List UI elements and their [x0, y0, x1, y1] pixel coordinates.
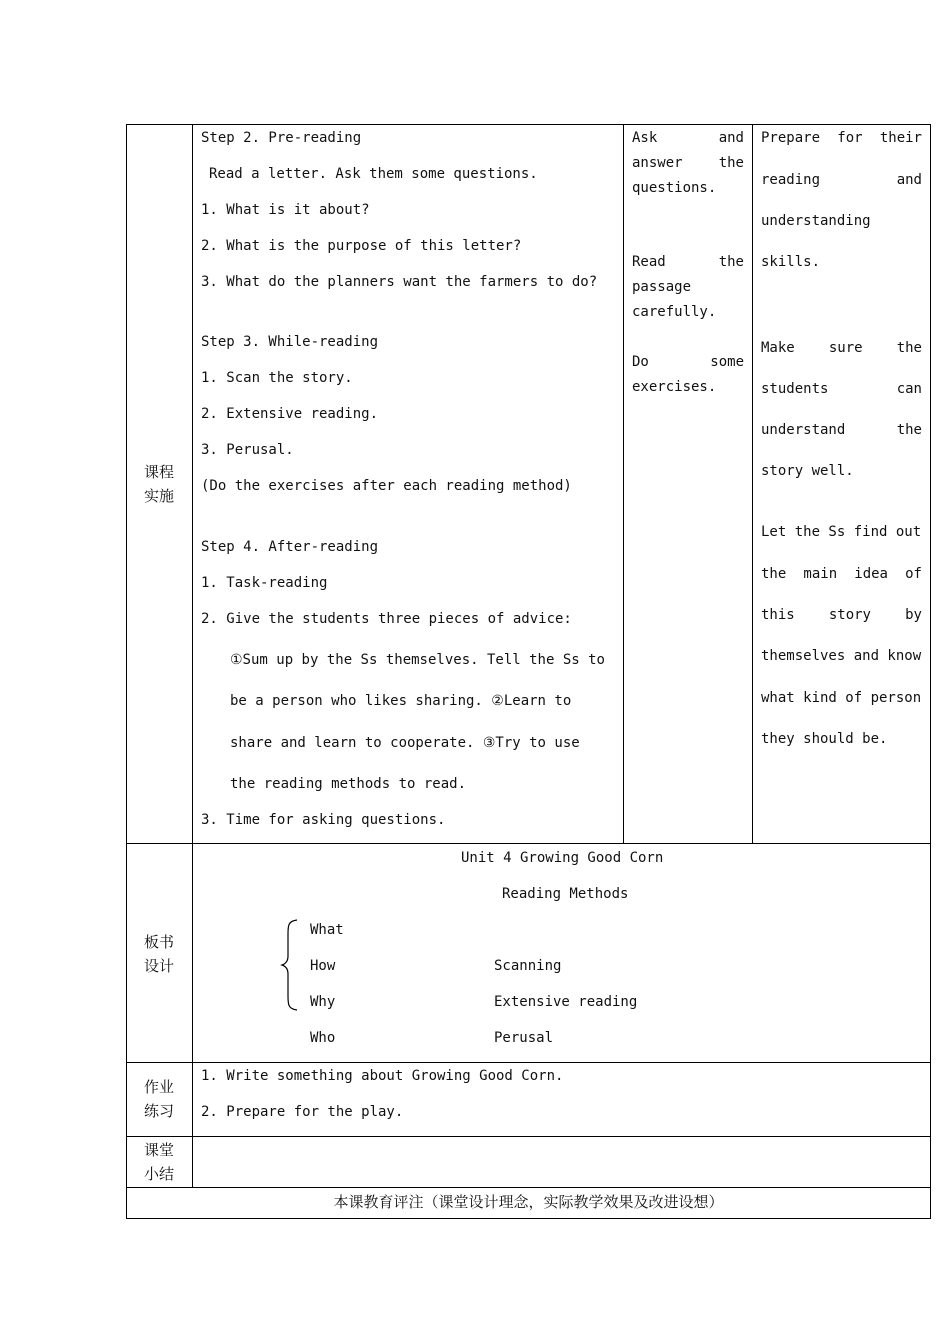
advice-line-1: ①Sum up by the Ss themselves. Tell the Ss to: [230, 652, 605, 668]
board-subtitle: Reading Methods: [502, 886, 629, 902]
purpose-word: can: [896, 381, 922, 397]
purpose-line: they should be.: [761, 731, 888, 747]
activity-column-divider: [623, 124, 624, 844]
step2-intro: Read a letter. Ask them some questions.: [209, 166, 538, 182]
activity-word: Ask: [632, 130, 658, 146]
step2-question-2: 2. What is the purpose of this letter?: [201, 238, 522, 254]
activity-line: questions.: [632, 180, 717, 196]
homework-item: 1. Write something about Growing Good Corn.: [201, 1068, 564, 1084]
step3-item-2: 2. Extensive reading.: [201, 406, 379, 422]
step2-title: Step 2. Pre-reading: [201, 130, 362, 146]
advice-line-4: the reading methods to read.: [230, 776, 467, 792]
purpose-line: [761, 172, 922, 188]
purpose-word: main: [803, 566, 838, 582]
board-design-label: [126, 930, 192, 978]
board-method: Extensive reading: [494, 994, 638, 1010]
table-top-border: [126, 124, 931, 125]
activity-line: carefully.: [632, 304, 717, 320]
activity-line: [632, 130, 744, 146]
purpose-line: story well.: [761, 463, 854, 479]
purpose-word: the: [896, 422, 922, 438]
step4-item-1: 1. Task-reading: [201, 575, 328, 591]
step3-title: Step 3. While-reading: [201, 334, 379, 350]
purpose-word: of: [905, 566, 922, 582]
table-left-border: [126, 124, 127, 1219]
purpose-line: what kind of person: [761, 690, 922, 706]
table-right-border: [930, 124, 931, 1219]
purpose-word: Prepare: [761, 130, 821, 146]
board-question: How: [310, 958, 336, 974]
purpose-line: [761, 340, 922, 356]
purpose-word: students: [761, 381, 829, 397]
purpose-line: themselves and know: [761, 648, 922, 664]
purpose-line: [761, 607, 922, 623]
step4-title: Step 4. After-reading: [201, 539, 379, 555]
homework-label: [126, 1075, 192, 1123]
activity-line: [632, 155, 744, 171]
homework-label-line1: 作业: [143, 1078, 174, 1096]
purpose-word: story: [828, 607, 871, 623]
activity-line: passage: [632, 279, 692, 295]
step3-item-1: 1. Scan the story.: [201, 370, 353, 386]
purpose-word: by: [905, 607, 922, 623]
purpose-line: skills.: [761, 254, 821, 270]
purpose-word: and: [896, 172, 922, 188]
activity-line: exercises.: [632, 379, 717, 395]
purpose-word: this: [761, 607, 795, 623]
purpose-column-divider: [752, 124, 753, 844]
row-divider-evaluation: [126, 1187, 931, 1188]
implementation-label-line1: 课程: [143, 463, 174, 481]
purpose-word: their: [879, 130, 922, 146]
implementation-label: [126, 460, 192, 508]
activity-word: Read: [632, 254, 666, 270]
homework-label-line2: 练习: [143, 1102, 174, 1120]
purpose-word: understand: [761, 422, 846, 438]
purpose-line: [761, 422, 922, 438]
activity-line: [632, 254, 744, 270]
activity-line: [632, 354, 744, 370]
evaluation-heading: 本课教育评注（课堂设计理念，实际教学效果及改进设想）: [333, 1193, 724, 1211]
board-design-label-line2: 设计: [143, 957, 174, 975]
board-question: Why: [310, 994, 336, 1010]
purpose-word: reading: [761, 172, 821, 188]
curly-brace-icon: [280, 918, 300, 1012]
step3-note: (Do the exercises after each reading method): [201, 478, 572, 494]
purpose-word: Make: [761, 340, 795, 356]
homework-item: 2. Prepare for the play.: [201, 1104, 404, 1120]
summary-label: [126, 1138, 192, 1186]
implementation-label-line2: 实施: [143, 487, 174, 505]
table-bottom-border: [126, 1218, 931, 1219]
step4-item-2: 2. Give the students three pieces of advice:: [201, 611, 572, 627]
purpose-line: [761, 381, 922, 397]
activity-word: some: [710, 354, 744, 370]
board-method: Perusal: [494, 1030, 554, 1046]
activity-word: Do: [632, 354, 649, 370]
purpose-line: Let the Ss find out: [761, 524, 922, 540]
activity-word: and: [718, 130, 744, 146]
step2-question-1: 1. What is it about?: [201, 202, 370, 218]
step4-item-3: 3. Time for asking questions.: [201, 812, 446, 828]
advice-line-3: share and learn to cooperate. ③Try to use: [230, 735, 580, 751]
summary-content-cell: [193, 1137, 930, 1187]
label-column-divider: [192, 124, 193, 1188]
board-title: Unit 4 Growing Good Corn: [461, 850, 664, 866]
purpose-word: for: [837, 130, 863, 146]
purpose-word: the: [761, 566, 787, 582]
row-divider-homework: [126, 1062, 931, 1063]
summary-label-line1: 课堂: [143, 1141, 174, 1159]
activity-word: answer: [632, 155, 683, 171]
summary-label-line2: 小结: [143, 1165, 174, 1183]
step2-question-3: 3. What do the planners want the farmers to do?: [201, 274, 598, 290]
row-divider-board: [126, 843, 931, 844]
activity-word: the: [718, 254, 744, 270]
purpose-word: sure: [828, 340, 863, 356]
purpose-word: the: [896, 340, 922, 356]
board-design-label-line1: 板书: [143, 933, 174, 951]
board-question: Who: [310, 1030, 336, 1046]
board-question: What: [310, 922, 344, 938]
purpose-line: [761, 566, 922, 582]
purpose-line: [761, 130, 922, 146]
board-method: Scanning: [494, 958, 562, 974]
advice-line-2: be a person who likes sharing. ②Learn to: [230, 693, 572, 709]
activity-word: the: [718, 155, 744, 171]
purpose-line: understanding: [761, 213, 871, 229]
purpose-word: idea: [854, 566, 888, 582]
step3-item-3: 3. Perusal.: [201, 442, 294, 458]
